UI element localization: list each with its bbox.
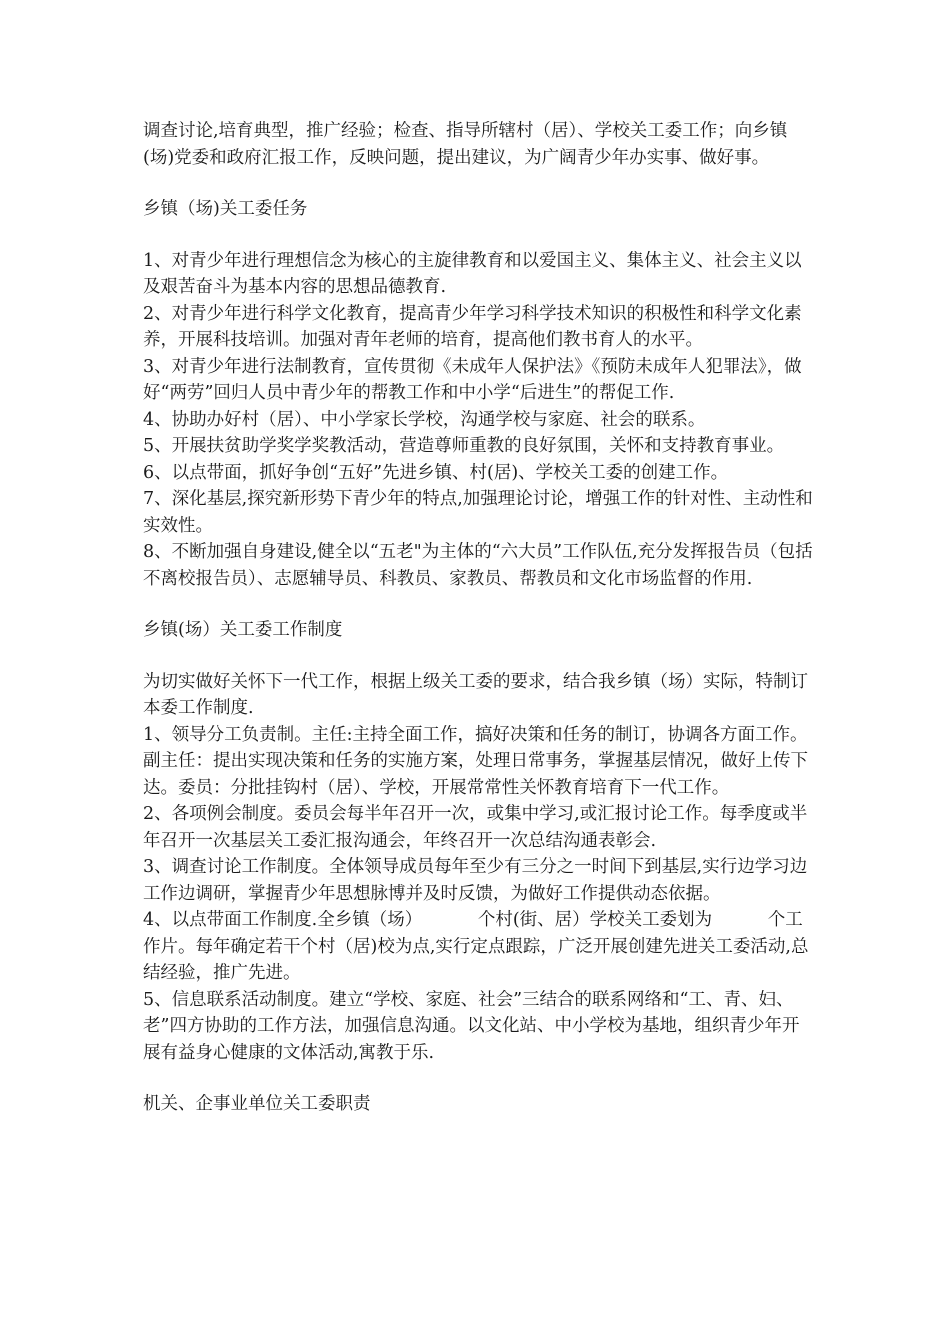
rule-item-3: 3、调查讨论工作制度。全体领导成员每年至少有三分之一时间下到基层,实行边学习边工作边调研，掌握青少年思想脉博并及时反馈，为做好工作提供动态依据。 — [143, 857, 808, 904]
section-heading-duties: 机关、企事业单位关工委职责 — [143, 1094, 371, 1114]
section-heading-rules: 乡镇(场）关工委工作制度 — [143, 620, 343, 640]
task-item-3: 3、对青少年进行法制教育，宣传贯彻《未成年人保护法》《预防未成年人犯罪法》，做好“两劳”回归人员中青少年的帮教工作和中小学“后进生”的帮促工作. — [143, 356, 802, 403]
spacer — [143, 644, 815, 669]
section-heading-tasks: 乡镇（场)关工委任务 — [143, 199, 308, 219]
spacer — [143, 592, 815, 617]
rule-item-1: 1、领导分工负责制。主任:主持全面工作，搞好决策和任务的制订，协调各方面工作。副主任：提出实现决策和任务的实施方案，处理日常事务，掌握基层情况，做好上传下达。委员：分批挂钩村（居）、学校，开展常常性关怀教育培育下一代工作。 — [143, 724, 808, 798]
spacer — [143, 1066, 815, 1091]
document-body — [143, 118, 815, 1118]
task-item-1: 1、对青少年进行理想信念为核心的主旋律教育和以爱国主义、集体主义、社会主义以及艰苦奋斗为基本内容的思想品德教育. — [143, 250, 802, 297]
rule-item-5: 5、信息联系活动制度。建立“学校、家庭、社会”三结合的联系网络和“工、青、妇、老”四方协助的工作方法，加强信息沟通。以文化站、中小学校为基地，组织青少年开展有益身心健康的文体活动,寓教于乐. — [143, 989, 800, 1063]
task-item-7: 7、深化基层,探究新形势下青少年的特点,加强理论讨论，增强工作的针对性、主动性和实效性。 — [143, 489, 813, 536]
intro-paragraph: 调查讨论,培育典型，推广经验；检查、指导所辖村（居）、学校关工委工作；向乡镇(场)党委和政府汇报工作，反映问题，提出建议，为广阔青少年办实事、做好事。 — [143, 121, 788, 168]
spacer — [143, 171, 815, 196]
spacer — [143, 223, 815, 248]
task-item-5: 5、开展扶贫助学奖学奖教活动，营造尊师重教的良好氛围，关怀和支持教育事业。 — [143, 436, 785, 456]
task-item-8: 8、不断加强自身建设,健全以“五老"为主体的“六大员”工作队伍,充分发挥报告员（包括不离校报告员）、志愿辅导员、科教员、家教员、帮教员和文化市场监督的作用. — [143, 542, 813, 589]
task-item-4: 4、协助办好村（居）、中小学家长学校，沟通学校与家庭、社会的联系。 — [143, 409, 706, 430]
rule-item-2: 2、各项例会制度。委员会每半年召开一次，或集中学习,或汇报讨论工作。每季度或半年召开一次基层关工委汇报沟通会，年终召开一次总结沟通表彰会. — [143, 804, 808, 851]
task-item-6: 6、以点带面，抓好争创“五好”先进乡镇、村(居)、学校关工委的创建工作。 — [143, 462, 729, 483]
task-item-2: 2、对青少年进行科学文化教育，提高青少年学习科学技术知识的积极性和科学文化素养，开展科技培训。加强对青年老师的培育，提高他们教书育人的水平。 — [143, 303, 802, 350]
rule-item-4: 4、以点带面工作制度.全乡镇（场） 个村(街、居）学校关工委划为 个工作片。每年确定若干个村（居)校为点,实行定点跟踪，广泛开展创建先进关工委活动,总结经验，推广先进。 — [143, 910, 809, 983]
rules-intro: 为切实做好关怀下一代工作，根据上级关工委的要求，结合我乡镇（场）实际，特制订本委工作制度. — [143, 671, 808, 718]
